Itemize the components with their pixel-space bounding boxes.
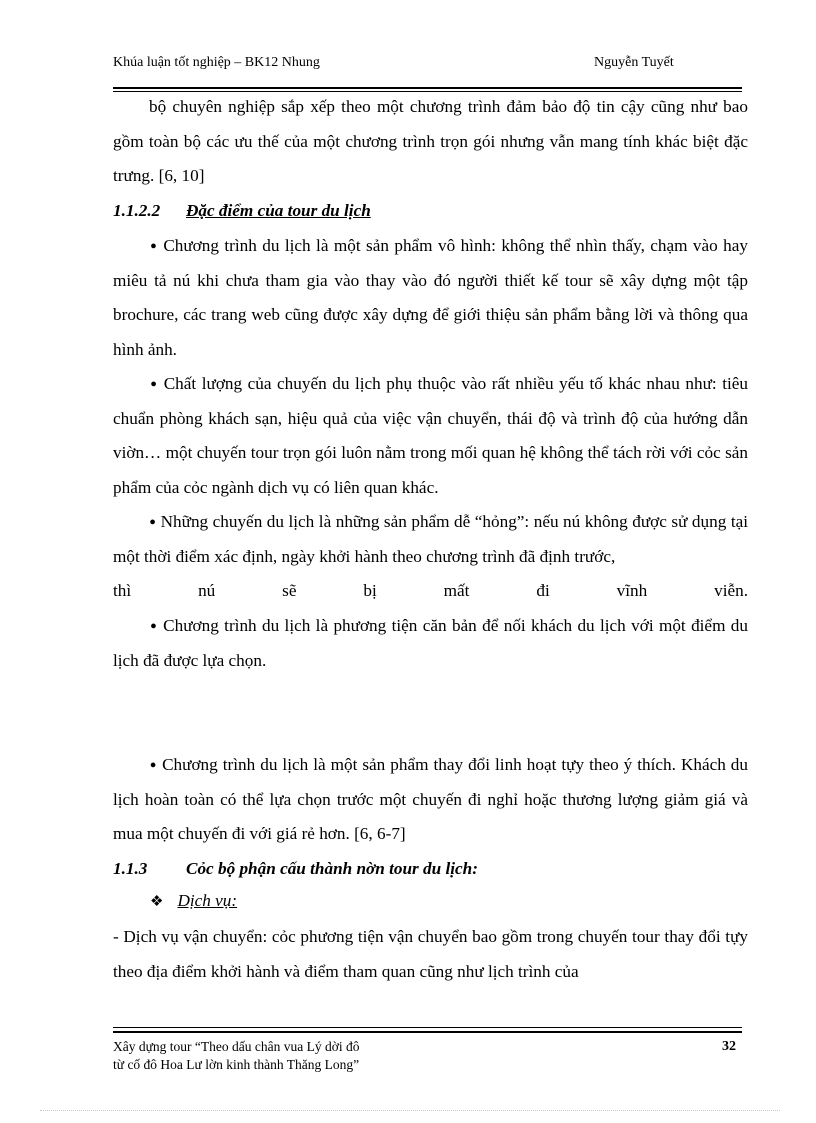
bullet-icon: ●: [149, 378, 159, 390]
footer-rule-thin: [113, 1027, 742, 1028]
footer-rule-thick: [113, 1031, 742, 1033]
subheading-label: Dịch vụ:: [177, 891, 238, 910]
spread-word: mất: [443, 581, 470, 600]
header-right: Nguyễn Tuyết: [594, 55, 674, 70]
paragraph-intro: bộ chuyên nghiệp sắp xếp theo một chương trình đảm bảo độ tin cậy cũng như bao gồm toàn bộ các ưu thế của một chương trình trọn gói nhưng vẫn mang tính khác biệt đặc trưng. [6, 10]: [113, 97, 748, 185]
footer-title: [113, 1038, 453, 1074]
bullet-icon: ●: [149, 759, 158, 771]
spread-word: thì: [113, 581, 132, 600]
spread-line: [113, 579, 748, 603]
paragraph-transport: - Dịch vụ vận chuyển: cỏc phương tiện vận chuyển bao gồm trong chuyến tour thay đổi tựy theo địa điểm khởi hành và điểm tham quan cũng như lịch trình của: [113, 927, 748, 981]
bullet-paragraph-5: [113, 748, 748, 852]
section-number: 1.1.2.2: [113, 201, 161, 220]
header-rule-thick: [113, 87, 742, 89]
section-title: Cỏc bộ phận cấu thành nờn tour du lịch:: [186, 859, 478, 878]
bullet-text: Chương trình du lịch là một sản phẩm vô hình: không thể nhìn thấy, chạm vào hay miêu tả nú khi chưa tham gia vào thay vào đó người thiết kế tour sẽ xây dựng một tập brochure, các trang web cũng được xây dựng để giới thiệu sản phẩm bằng lời và thông qua hình ảnh.: [113, 236, 748, 359]
bullet-icon: ●: [149, 620, 158, 632]
spread-word: viễn.: [714, 581, 748, 600]
spread-word: sẽ: [282, 581, 297, 600]
header-left: Khúa luận tốt nghiệp – BK12 Nhung: [113, 55, 320, 70]
bullet-text: Chất lượng của chuyến du lịch phụ thuộc vào rất nhiều yếu tố khác nhau như: tiêu chuẩn phòng khách sạn, hiệu quả của việc vận chuyển, thái độ và trình độ của hướng dẫn viờn… một chuyến tour trọn gói luôn nằm trong mối quan hệ không thể tách rời với cỏc sản phẩm của cỏc ngành dịch vụ có liên quan khác.: [113, 374, 748, 497]
section-number: 1.1.3: [113, 859, 148, 878]
bullet-text: Chương trình du lịch là một sản phẩm thay đổi linh hoạt tựy theo ý thích. Khách du lịch hoàn toàn có thể lựa chọn trước một chuyến đi nghỉ hoặc thương lượng giảm giá và mua một chuyến đi với giá rẻ hơn. [6, 6-7]: [113, 755, 748, 843]
spread-word: đi: [536, 581, 550, 600]
section-heading-1-1-3: [113, 857, 478, 881]
subheading-dich-vu: [150, 889, 237, 914]
footer-title-line-1: Xây dựng tour “Theo dấu chân vua Lý dời đô: [113, 1039, 360, 1054]
bullet-paragraph-3: [113, 505, 748, 574]
diamond-bullet-icon: ❖: [150, 894, 164, 910]
bullet-paragraph-1: [113, 229, 748, 367]
bullet-icon: ●: [149, 516, 157, 528]
bullet-text: Chương trình du lịch là phương tiện căn bản để nối khách du lịch với một điểm du lịch đã được lựa chọn.: [113, 616, 748, 670]
spread-word: nú: [198, 581, 216, 600]
bullet-text: Những chuyến du lịch là những sản phẩm dễ “hỏng”: nếu nú không được sử dụng tại một thời điểm xác định, ngày khởi hành theo chương trình đã định trước,: [113, 512, 748, 566]
spread-word: vĩnh: [616, 581, 648, 600]
section-heading-1-1-2-2: [113, 199, 371, 223]
page-number: 32: [722, 1039, 736, 1054]
page-bottom-border: [40, 1110, 780, 1111]
footer-title-line-2: từ cố đô Hoa Lư lờn kinh thành Thăng Long”: [113, 1057, 360, 1072]
bullet-paragraph-4: [113, 609, 748, 678]
bullet-paragraph-2: [113, 367, 748, 505]
bullet-icon: ●: [149, 240, 158, 252]
section-title: Đặc điểm của tour du lịch: [186, 201, 371, 220]
spread-word: bị: [363, 581, 377, 600]
